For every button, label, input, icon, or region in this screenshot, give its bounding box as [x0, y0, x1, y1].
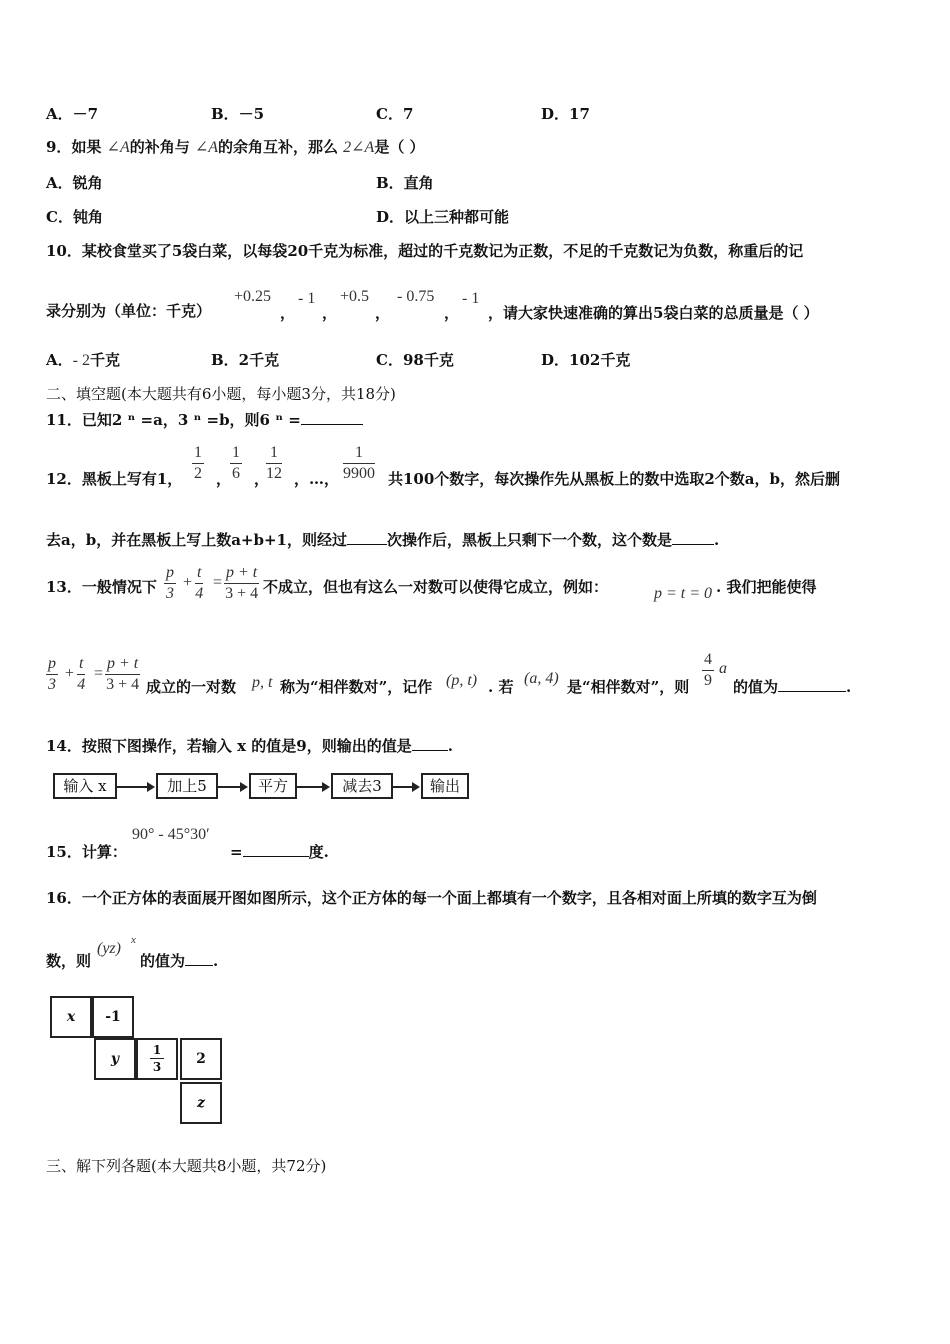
q13-frac-var: a	[719, 660, 727, 677]
flow-arrow-icon	[297, 786, 328, 788]
q13-eq: =	[213, 574, 223, 591]
q13-mid: 不成立，但也有这么一对数可以使得它成立，例如：	[263, 578, 609, 596]
q12-frac-2: $\frac{1}{6}$	[232, 444, 240, 482]
q13-plus-b: +	[65, 665, 75, 682]
q13-line2-d: 是“相伴数对”，则	[567, 678, 690, 696]
q9-option-d: D．以上三种都可能	[376, 208, 510, 226]
net-cell-third: 1 3	[136, 1038, 178, 1080]
q12-comma: ，	[254, 470, 270, 488]
q10-sep: ，	[375, 304, 391, 322]
section-3-heading: 三、解下列各题(本大题共8小题，共72分)	[46, 1157, 327, 1175]
q13-line2-a: 成立的一对数	[146, 678, 237, 696]
q10-line2: 录分别为（单位：千克）	[46, 302, 212, 320]
q15-expr: 90° - 45°30′	[132, 826, 210, 843]
q10-sep: ，	[280, 304, 296, 322]
net-cell-z: z	[180, 1082, 222, 1124]
flow-box-input: 输入 x	[53, 773, 117, 799]
q13-frac-sum-b: $\frac{p + t}{3 + 4}$	[106, 655, 140, 693]
q13-line2-end: 的值为 .	[733, 678, 852, 696]
flow-arrow-icon	[117, 786, 153, 788]
q10-option-b: B．2千克	[211, 351, 280, 369]
q9-option-b: B．直角	[376, 174, 434, 192]
q12-frac-4: $\frac{1}{9900}$	[343, 444, 375, 482]
q12-comma: ，	[216, 470, 232, 488]
flow-arrow-icon	[218, 786, 246, 788]
q14-stem: 14．按照下图操作，若输入 x 的值是9，则输出的值是 .	[46, 737, 453, 755]
q16-line2-b: 的值为 .	[140, 952, 219, 970]
q12-line2: 去a，b，并在黑板上写上数a+b+1，则经过 次操作后，黑板上只剩下一个数，这个数是 .	[46, 531, 720, 549]
net-cell-2: 2	[180, 1038, 222, 1080]
q16-line2-a: 数，则	[46, 952, 92, 970]
q13-pair: (p, t)	[446, 672, 478, 689]
flow-box-output: 输出	[421, 773, 469, 799]
q10-sep: ，	[444, 304, 460, 322]
q10-line1: 10．某校食堂买了5袋白菜，以每袋20千克为标准，超过的千克数记为正数，不足的千克数记为负数，称重后的记	[46, 242, 804, 260]
q15-label: 15．计算：	[46, 843, 127, 861]
q12-line1-suffix: 共100个数字，每次操作先从黑板上的数中选取2个数a，b，然后删	[388, 470, 840, 488]
q11: 11．已知2 ⁿ =a，3 ⁿ =b，则6 ⁿ =	[46, 409, 363, 430]
q8-option-d: D．17	[541, 105, 590, 123]
q13-frac-4-9: $\frac{4}{9}$	[704, 651, 712, 689]
net-cell-neg1: -1	[92, 996, 134, 1038]
net-cell-x: x	[50, 996, 92, 1038]
q10-option-a: A．- 2千克	[46, 351, 120, 369]
q13-example: p = t = 0	[654, 585, 713, 602]
q13-frac-t4: $\frac{t}{4}$	[195, 564, 204, 602]
q13-frac-p3-b: $\frac{p}{3}$	[48, 655, 56, 693]
q13-pair2: (a, 4)	[524, 670, 559, 687]
q12-frac-3: $\frac{1}{12}$	[266, 444, 282, 482]
q13-prefix: 13．一般情况下	[46, 578, 157, 596]
q10-option-d: D．102千克	[541, 351, 631, 369]
q13-frac-p3: $\frac{p}{3}$	[166, 564, 174, 602]
q9-stem: 9．如果 ∠A的补角与 ∠A的余角互补，那么 2∠A是（ ）	[46, 138, 425, 156]
q10-value-5: - 1	[462, 290, 480, 307]
q12-ellipsis: ，…，	[294, 470, 340, 488]
q13-eq-b: =	[94, 665, 104, 682]
q10-value-1: +0.25	[234, 288, 272, 305]
flow-box-add5: 加上5	[156, 773, 218, 799]
q12-frac-1: $\frac{1}{2}$	[194, 444, 202, 482]
flow-box-square: 平方	[249, 773, 297, 799]
net-cell-y: y	[94, 1038, 136, 1080]
q15-answer: = 度.	[230, 843, 329, 861]
flow-arrow-icon	[393, 786, 418, 788]
section-2-heading: 二、填空题(本大题共有6小题，每小题3分，共18分)	[46, 385, 396, 403]
q9-option-a: A．锐角	[46, 174, 103, 192]
flow-box-sub3: 减去3	[331, 773, 393, 799]
q16-expr: (yz)	[97, 940, 121, 957]
q10-sep: ，	[322, 304, 338, 322]
q13-pair-vars: p, t	[252, 674, 273, 691]
q10-line2-suffix: ，请大家快速准确的算出5袋白菜的总质量是（ ）	[488, 304, 819, 322]
q13-plus: +	[183, 574, 193, 591]
q8-option-b: B．－5	[211, 105, 265, 123]
q10-value-3: +0.5	[340, 288, 370, 305]
q16-line1: 16．一个正方体的表面展开图如图所示，这个正方体的每一个面上都填有一个数字，且各相对面上所填的数字互为倒	[46, 889, 817, 907]
q9-option-c: C．钝角	[46, 208, 103, 226]
q10-value-4: - 0.75	[397, 288, 435, 305]
q13-line2-b: 称为“相伴数对”，记作	[280, 678, 433, 696]
q13-line2-c: . 若	[488, 678, 514, 696]
q16-exp: x	[131, 934, 136, 946]
q10-value-2: - 1	[298, 290, 316, 307]
q13-frac-sum: $\frac{p + t}{3 + 4}$	[225, 564, 259, 602]
q12-prefix: 12．黑板上写有1，	[46, 470, 183, 488]
q10-option-c: C．98千克	[376, 351, 454, 369]
q13-frac-t4-b: $\frac{t}{4}$	[77, 655, 86, 693]
q8-option-c: C．7	[376, 105, 414, 123]
q8-option-a: A．－7	[46, 105, 99, 123]
q13-tail: . 我们把能使得	[716, 578, 817, 596]
